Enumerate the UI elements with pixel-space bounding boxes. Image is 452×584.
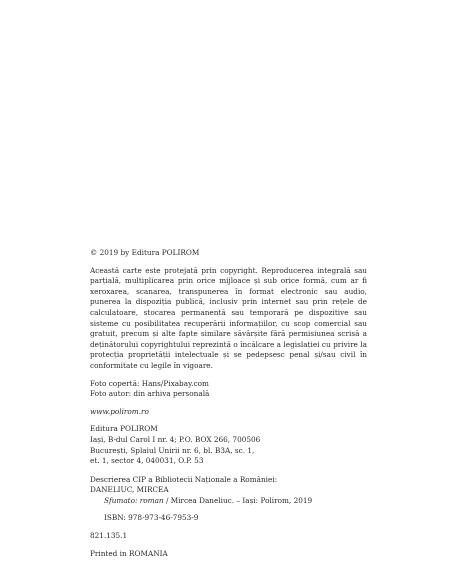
cip-title-details: / Mircea Daneliuc. – Iași: Polirom, 2019 [163, 495, 313, 505]
publisher-address-line: Iași, B-dul Carol I nr. 4; P.O. BOX 266, 700506 [90, 434, 261, 444]
classification-code: 821.135.1 [90, 531, 128, 541]
cip-isbn: ISBN: 978-973-46-7953-9 [104, 513, 199, 523]
publisher-website[interactable]: www.polirom.ro [90, 406, 149, 416]
publisher-name: Editura POLIROM [90, 424, 158, 434]
book-title: Sfumato: roman [104, 495, 164, 505]
author-photo-credit: Foto autor: din arhiva personală [90, 389, 210, 399]
printed-in: Printed in ROMANIA [90, 548, 168, 558]
cip-title [90, 496, 367, 507]
cip-author: DANELIUC, MIRCEA [90, 485, 169, 495]
cip-heading: Descrierea CIP a Bibliotecii Naționale a României: [90, 474, 278, 484]
publisher-address-line: București, Splaiul Unirii nr. 6, bl. B3A, sc. 1, [90, 445, 255, 455]
publisher-address-line: et. 1, sector 4, 040031, O.P. 53 [90, 456, 204, 466]
rights-notice: Această carte este protejată prin copyright. Reproducerea integrală sau parțială, multiplicarea prin orice mijloace și sub orice formă, cum ar fi xeroxarea, scanarea, transpunerea în format electronic sau audio, punerea la dispoziția publică, inclusiv prin internet sau prin rețele de calculatoare, stocarea permanentă sau temporară pe dispozitive sau sisteme cu posibilitatea recuperării informațiilor, cu scop comercial sau gratuit, precum și alte fapte similare săvârșite fără permisiunea scrisă a deținătorului copyrightului reprezintă o încălcare a legislației cu privire la protecția proprietății intelectuale și se pedepsesc penal și/sau civil în conformitate cu legile în vigoare. [90, 265, 367, 370]
cover-photo-credit: Foto copertă: Hans/Pixabay.com [90, 378, 209, 388]
copyright-line: © 2019 by Editura POLIROM [90, 248, 200, 257]
colophon [90, 248, 367, 559]
